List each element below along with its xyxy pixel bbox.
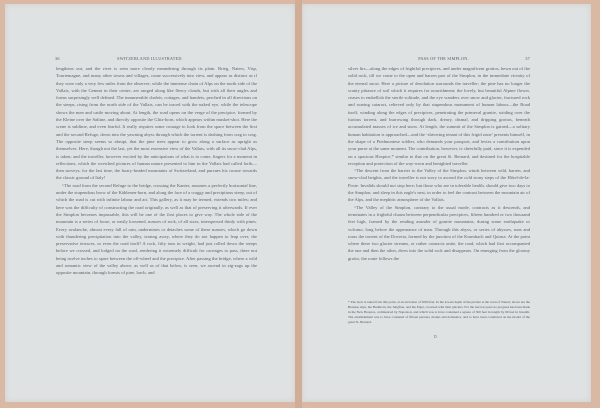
running-head [5,56,295,64]
paragraph: silver firs—along the edges of frightful precipices, and under magnificent grottos, hewn out of the solid rock, till we come to the open and barren part of the Simplon, in the immediate vicinity of the eternal snow. Here a picture of desolation surrounds the traveller; the pine has no longer the scanty pittance of soil which it requires for nourishment; the lovely, but beautiful Alpine flower, ceases to embellish the sterile solitude, and the eye wanders over snow and glacier, fractured rock and roaring cataract, relieved only by that stupendous monument of human labour—the Road itself, winding along the edges of precipices, penetrating the primeval granite, striding over the furious torrent, and burrowing through dark, dreary, dismal, and dripping grottos, beneath accumulated masses of ice and snow. At length, the summit of the Simplon is gained—a solitary human habitation is approached—and the ‘shivering tenant of this frigid zone’ presents himself, in the shape of a Piedmontese soldier, who demands your passport, and levies a contribution upon your purse at the same moment. The contribution, however, is cheerfully paid, since it is expended on a spacious Hospice,* similar to that on the great St. Bernard, and destined for the hospitable reception and protection of the way-worn and benighted traveller. [348,66,530,166]
body-text [56,65,257,277]
page-number: 37 [525,56,530,61]
book-gutter [295,0,302,408]
paragraph: “The descent from the barrier to the Valley of the Simplon, winds between wild, barren, and snow-clad heights, and the traveller is not sorry to ascend the cold stony steps of the Hôtel-de-la-Poste. Invalids should not stop here; but those who are in tolerable health, should give two days to the Simplon, and sleep in this eagle's nest, in order to feel the contrast between the mountain air of the Alps, and the mephitic atmosphere of the Vallais. [348,168,530,203]
page-number: 36 [55,56,60,61]
left-page [5,4,295,402]
running-head-title: SWITZERLAND ILLUSTRATED. [117,56,183,61]
paragraph: “The Valley of the Simplon, contrary to the usual mode, contracts as it descends, and terminates in a frightful chasm between perpendicular precipices, fifteen hundred or two thousand feet high, formed by the rending asunder of granite mountains, during some earthquake or volcano, long before the appearance of man. Through this abyss, or series of abysses, runs and roars the torrent of the Doveria, formed by the junction of the Krumbach and Quirna. At the point where these two glacier streams, or rather cataracts unite, the road, which had first accompanied the one and then the other, dives into the solid rock and disappears. On emerging from the gloomy grotto, the route follows the [348,204,530,261]
footnote: * The view is taken from this point, at an elevation of 5000 feet. In the lowest depth of the picture is the town of Naters; above are the Bernese Alps, the Breithorn, the Jungfrau, and the Eiger, crowned with their glaciers. For the last ten years no progress has been made in the New Hospice, commenced by Napoleon, and which was to have contained a square of 300 feet in length by 60 feet in breadth. The establishment was to have consisted of fifteen persons, monks and domestics, and to have been conducted on the model of the great St. Bernard. [348,300,530,324]
right-page [302,4,591,402]
body-text [348,65,530,262]
paragraph: “The road from the second Refuge to the bridge, crossing the Kanter, assumes a perfectly horizontal line, under the stupendous brow of the Kählenen-horn, and along the face of a craggy and precipitous steep, out of which the road is cut with infinite labour and art. This gallery, as it may be termed, extends two miles; and here was the difficulty of constructing the road originally, as well as that of preserving it afterwards. If ever the Simplon becomes impassable, this will be one of the first places to give way. The whole side of the mountain is a series of loose, or easily loosened, masses of rock, of all sizes, interspersed thinly with pines. Every avalanche, almost every fall of rain, undermines or detaches some of these masses, which go down with thundering precipitation into the valley, tearing away, where they do not happen to leap over, the preservative terraces, or even the road itself! A rock, fifty tons in weight, had just rolled down the steeps before we crossed, and lodged on the road, rendering it extremely difficult for carriages to pass, there not being twelve inches to spare between the off-wheel and the precipice. After passing the bridge, where a wild and romantic view of the valley above, as well as of that below, is seen, we ascend in zig-zags up the opposite mountain, through forests of pine, larch, and [56,182,257,276]
paragraph: lengthens out, and the river is seen more clearly meandering through its plain. Brieg, Naters, Visp, Tourtemagne, and many other towns and villages, come successively into view, and appear as distinct as if they were only a very few miles from the observer; while the immense chain of Alps on the north side of the Vallais, with the Gemmi in their centre, are ranged along like fleecy clouds, but with all their angles and forms surprisingly well defined. The innumerable chalets, cottages, and hamlets, perched in all directions on the steeps, rising from the north side of the Vallais, can be traced with the naked eye, while the telescope shows the men and cattle moving about. At length, the road opens on the verge of the precipice, formed by the Kleine over the Saltine, and directly opposite the Glitz-horn, which appears within musket-shot. Here the scene is sublime, and even fearful. It really requires some courage to look from the space between the first and the second Refuge, down into the yawning abyss through which the torrent is dashing from crag to crag. The opposite steep seems so abrupt, that the pine trees appear to grow along a surface as upright as themselves. Here, though not the last, yet the most extensive view of the Vallais, with all its snow-clad Alps, is taken; and the traveller, however excited by the anticipations of what is to come, lingers for a moment in reflections, which the wretched pictures of human nature presented to him in the Vallais had called forth—then surveys, for the last time, the hoary-headed mountains of Switzerland, and pursues his course towards the classic ground of Italy! [56,66,257,181]
signature-mark: D [434,335,437,339]
running-head [302,56,591,64]
running-head-title: PASS OF THE SIMPLON. [418,56,469,61]
